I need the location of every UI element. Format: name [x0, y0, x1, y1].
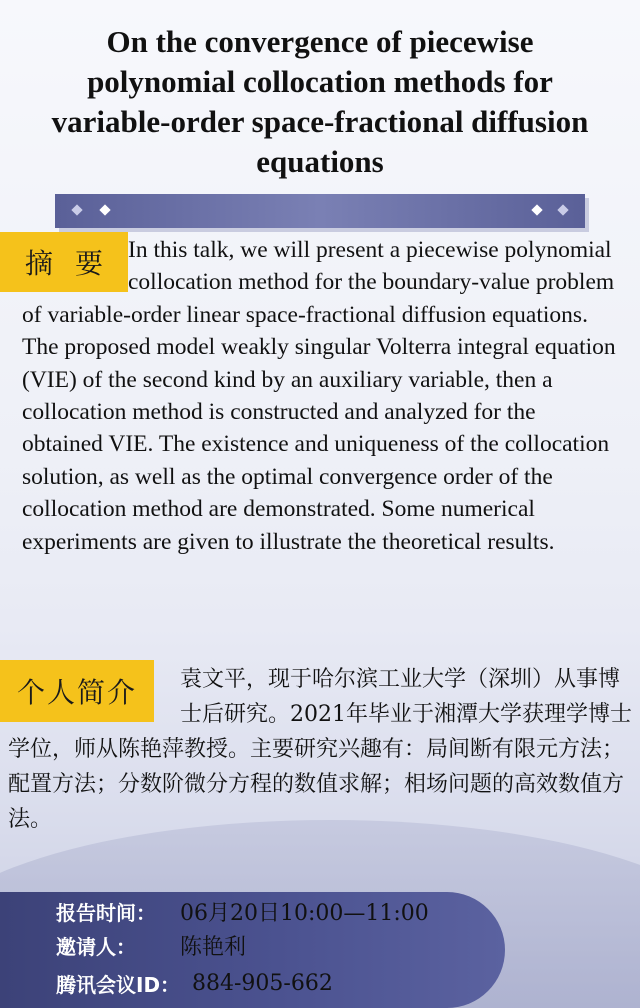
diamond-icon [99, 204, 110, 215]
abstract-tag: 摘要 [0, 232, 128, 292]
time-label: 报告时间： [56, 900, 156, 925]
meeting-id-value[interactable]: 884-905-662 [192, 970, 333, 996]
diamond-icon [557, 204, 568, 215]
diamond-icon [531, 204, 542, 215]
host-row [56, 928, 246, 962]
diamond-icon [71, 204, 82, 215]
title-divider-band [55, 194, 585, 228]
bio-text: 袁文平，现于哈尔滨工业大学（深圳）从事博士后研究。2021年毕业于湘潭大学获理学博士学位，师从陈艳萍教授。主要研究兴趣有：局间断有限元方法；配置方法；分数阶微分方程的数值求解；相场问题的高效数值方法。 [8, 667, 632, 832]
info-panel [0, 892, 505, 1008]
time-value: 06月20日10:00—11:00 [180, 900, 429, 926]
abstract-section [22, 234, 622, 558]
talk-title: On the convergence of piecewise polynomial collocation methods for variable-order space-fractional diffusion equations [51, 24, 589, 179]
bio-tag: 个人简介 [0, 660, 154, 722]
bio-section [8, 662, 636, 837]
host-label: 邀请人： [56, 934, 136, 959]
meeting-label: 腾讯会议ID： [56, 972, 181, 997]
host-value: 陈艳利 [180, 934, 247, 960]
meeting-row [56, 966, 333, 1000]
abstract-text: In this talk, we will present a piecewise polynomial collocation method for the boundary-value problem of variable-order linear space-fractional diffusion equations. The proposed model weakly singular Volterra integral equation (VIE) of the second kind by an auxiliary variable, then a collocation method is constructed and analyzed for the obtained VIE. The existence and uniqueness of the collocation solution, as well as the optimal convergence order of the collocation method are demonstrated. Some numerical experiments are given to illustrate the theoretical results. [22, 237, 616, 555]
time-row [56, 894, 429, 928]
